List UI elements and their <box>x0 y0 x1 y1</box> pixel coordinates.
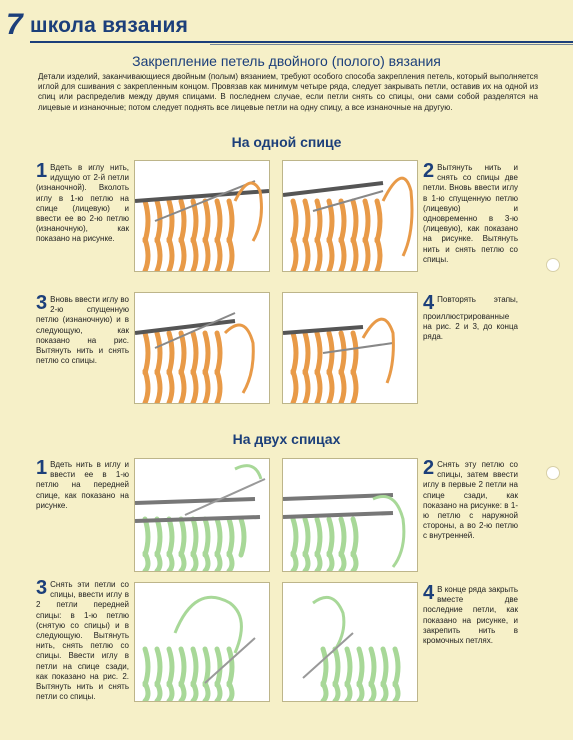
step-1-2 <box>423 160 518 265</box>
illustration-2-4 <box>282 582 418 702</box>
binder-hole <box>546 466 560 480</box>
step-text: Вдеть в иглу нить, идущую от 2-й петли (изнаночной). Вколоть иглу в 1-ю петлю на спице (лицевую) и ввести ее во 2-ю петлю (изнаночную), как показано на рисунке. <box>36 163 129 244</box>
step-number: 2 <box>423 160 435 182</box>
knit-orange-illustration <box>283 161 417 271</box>
knit-orange-illustration <box>283 293 417 403</box>
knit-orange-illustration <box>135 293 269 403</box>
illustration-1-4 <box>282 292 418 404</box>
step-number: 4 <box>423 582 435 604</box>
step-number: 3 <box>36 292 48 314</box>
step-1-1 <box>36 160 129 245</box>
header-rule-secondary <box>210 44 573 45</box>
knit-green-illustration <box>283 583 417 701</box>
step-2-4 <box>423 582 518 646</box>
intro-paragraph: Детали изделий, заканчивающиеся двойным (полым) вязанием, требуют особого способа закрепления петель, который выполняется иглой для сшивания с закрепленным концом. Провязав как минимум четыре ряда, следует закрывать петли, оставив их на одной из спиц или распределив между двумя спицами. В последнем случае, если петли снять со спицы, они сами собой разделятся на лицевые и изнаночные; потом следует поднять все лицевые петли на одну спицу, а все изнаночные на другую. <box>38 72 538 112</box>
step-number: 2 <box>423 457 435 479</box>
knit-green-illustration <box>135 459 269 571</box>
step-number: 1 <box>36 457 48 479</box>
step-1-4 <box>423 292 518 343</box>
page-header <box>0 0 573 48</box>
illustration-1-2 <box>282 160 418 272</box>
step-text: Вдеть нить в иглу и ввести ее в 1-ю петлю на передней спице, как показано на рисунке. <box>36 460 129 510</box>
section-two-heading: На двух спицах <box>232 431 341 447</box>
binder-hole <box>546 258 560 272</box>
knit-green-illustration <box>283 459 417 571</box>
step-number: 3 <box>36 577 48 599</box>
step-text: Вытянуть нить и снять со спицы две петли. Вновь ввести иглу в 1-ю спущенную петлю (лицевую) и одновременно в 3-ю (лицевую), как показано на рисунке. Вытянуть нить и снять петлю со спицы. <box>423 163 518 264</box>
step-text: Вновь ввести иглу во 2-ю спущенную петлю (изнаночную) и в следующую, как показано на рис. Вытянуть нить и снять петлю со спицы. <box>36 295 129 366</box>
article-title: Закрепление петель двойного (полого) вязания <box>132 53 441 69</box>
knit-green-illustration <box>135 583 269 701</box>
illustration-1-3 <box>134 292 270 404</box>
illustration-2-1 <box>134 458 270 572</box>
step-text: Снять эти петли со спицы, ввести иглу в 2 петли передней спицы: в 1-ю петлю (снятую со спицы) и в следующую. Вытянуть нить, снять петлю со спицы. Ввести иглу в петли на спице сзади, как показано на рис. 2. Вытянуть нить и снять петли со спицы. <box>36 580 129 702</box>
step-2-2 <box>423 457 518 542</box>
section-title: школа вязания <box>30 14 189 37</box>
step-1-3 <box>36 292 129 366</box>
step-text: Повторять этапы, проиллюстрированные на рис. 2 и 3, до конца ряда. <box>423 295 518 342</box>
knit-orange-illustration <box>135 161 269 271</box>
header-rule <box>30 41 573 43</box>
section-one-heading: На одной спице <box>231 134 342 150</box>
illustration-1-1 <box>134 160 270 272</box>
step-number: 1 <box>36 160 48 182</box>
step-text: Снять эту петлю со спицы, затем ввести иглу в первые 2 петли на спице сзади, как показано на рисунке: в 1-ю петлю с наружной стороны, а во 2-ю петлю с внутренней. <box>423 460 518 541</box>
step-2-1 <box>36 457 129 511</box>
illustration-2-2 <box>282 458 418 572</box>
illustration-2-3 <box>134 582 270 702</box>
page-number: 7 <box>6 8 23 41</box>
step-number: 4 <box>423 292 435 314</box>
step-text: В конце ряда закрыть вместе две последние петли, как показано на рисунке, и закрепить нить в кромочных петлях. <box>423 585 518 646</box>
step-2-3 <box>36 577 129 702</box>
